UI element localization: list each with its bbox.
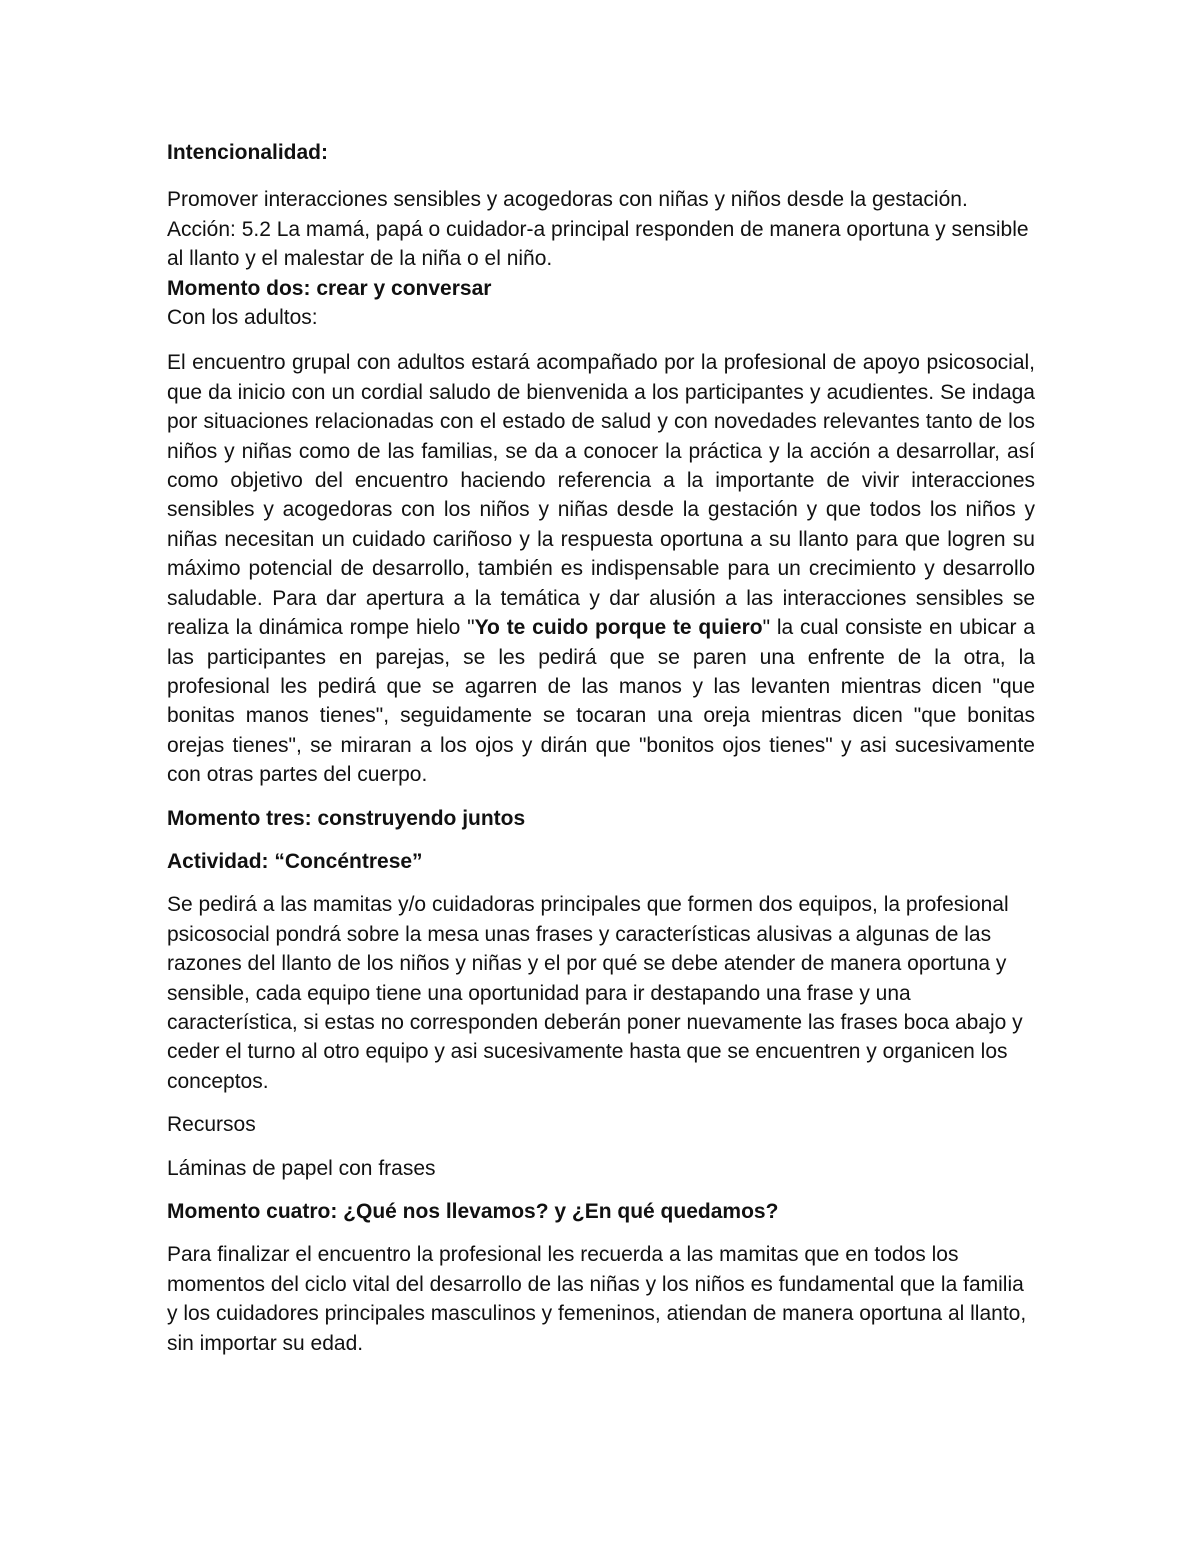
intencionalidad-heading: Intencionalidad: <box>167 141 329 164</box>
actividad-paragraph: Se pedirá a las mamitas y/o cuidadoras principales que formen dos equipos, la profesional psicosocial pondrá sobre la mesa unas frases y características alusivas a algunas de las razones del llanto de los niños y niñas y el por qué se debe atender de manera oportuna y sensible, cada equipo tiene una oportunidad para ir destapando una frase y una característica, si estas no corresponden deberán poner nuevamente las frases boca abajo y ceder el turno al otro equipo y asi sucesivamente hasta que se encuentren y organicen los conceptos. <box>167 893 1023 1093</box>
encuentro-text-part1: El encuentro grupal con adultos estará acompañado por la profesional de apoyo psicosocial, que da inicio con un cordial saludo de bienvenida a los participantes y acudientes. Se indaga por situaciones relacionadas con el estado de salud y con novedades relevantes tanto de los niños y niñas como de las familias, se da a conocer la práctica y la acción a desarrollar, así como objetivo del encuentro haciendo referencia a la importante de vivir interacciones sensibles y acogedoras con los niños y niñas desde la gestación y que todos los niños y niñas necesitan un cuidado cariñoso y la respuesta oportuna a su llanto para que logren su máximo potencial de desarrollo, también es indispensable para un crecimiento y desarrollo saludable. Para dar apertura a la temática y dar alusión a las interacciones sensibles se realiza la dinámica rompe hielo " <box>167 351 1035 640</box>
encuentro-paragraph <box>167 348 1035 789</box>
accion-text: Acción: 5.2 La mamá, papá o cuidador-a principal responden de manera oportuna y sensible al llanto y el malestar de la niña o el niño. <box>167 217 1029 271</box>
final-paragraph: Para finalizar el encuentro la profesional les recuerda a las mamitas que en todos los momentos del ciclo vital del desarrollo de las niñas y los niños es fundamental que la familia y los cuidadores principales masculinos y femeninos, atiendan de manera oportuna al llanto, sin importar su edad. <box>167 1243 1027 1355</box>
recursos-label: Recursos <box>167 1113 256 1137</box>
con-los-adultos-label: Con los adultos: <box>167 306 318 330</box>
momento-cuatro-heading: Momento cuatro: ¿Qué nos llevamos? y ¿En qué quedamos? <box>167 1200 779 1223</box>
actividad-heading: Actividad: “Concéntrese” <box>167 849 423 873</box>
encuentro-text-part2: " la cual consiste en ubicar a las participantes en parejas, se les pedirá que se paren una enfrente de la otra, la profesional les pedirá que se agarren de las manos y las levanten mientras dicen "que bonitas manos tienes", seguidamente se tocaran una oreja mientras dicen "que bonitas orejas tienes", se miraran a los ojos y dirán que "bonitos ojos tienes" y asi sucesivamente con otras partes del cuerpo. <box>167 616 1035 787</box>
momento-tres-heading: Momento tres: construyendo juntos <box>167 806 526 830</box>
document-body <box>167 138 1035 1358</box>
intencionalidad-text: Promover interacciones sensibles y acogedoras con niñas y niños desde la gestación. <box>167 188 968 212</box>
recursos-item: Láminas de papel con frases <box>167 1156 436 1180</box>
dynamic-name: Yo te cuido porque te quiero <box>474 616 763 640</box>
momento-dos-heading: Momento dos: crear y conversar <box>167 276 492 300</box>
